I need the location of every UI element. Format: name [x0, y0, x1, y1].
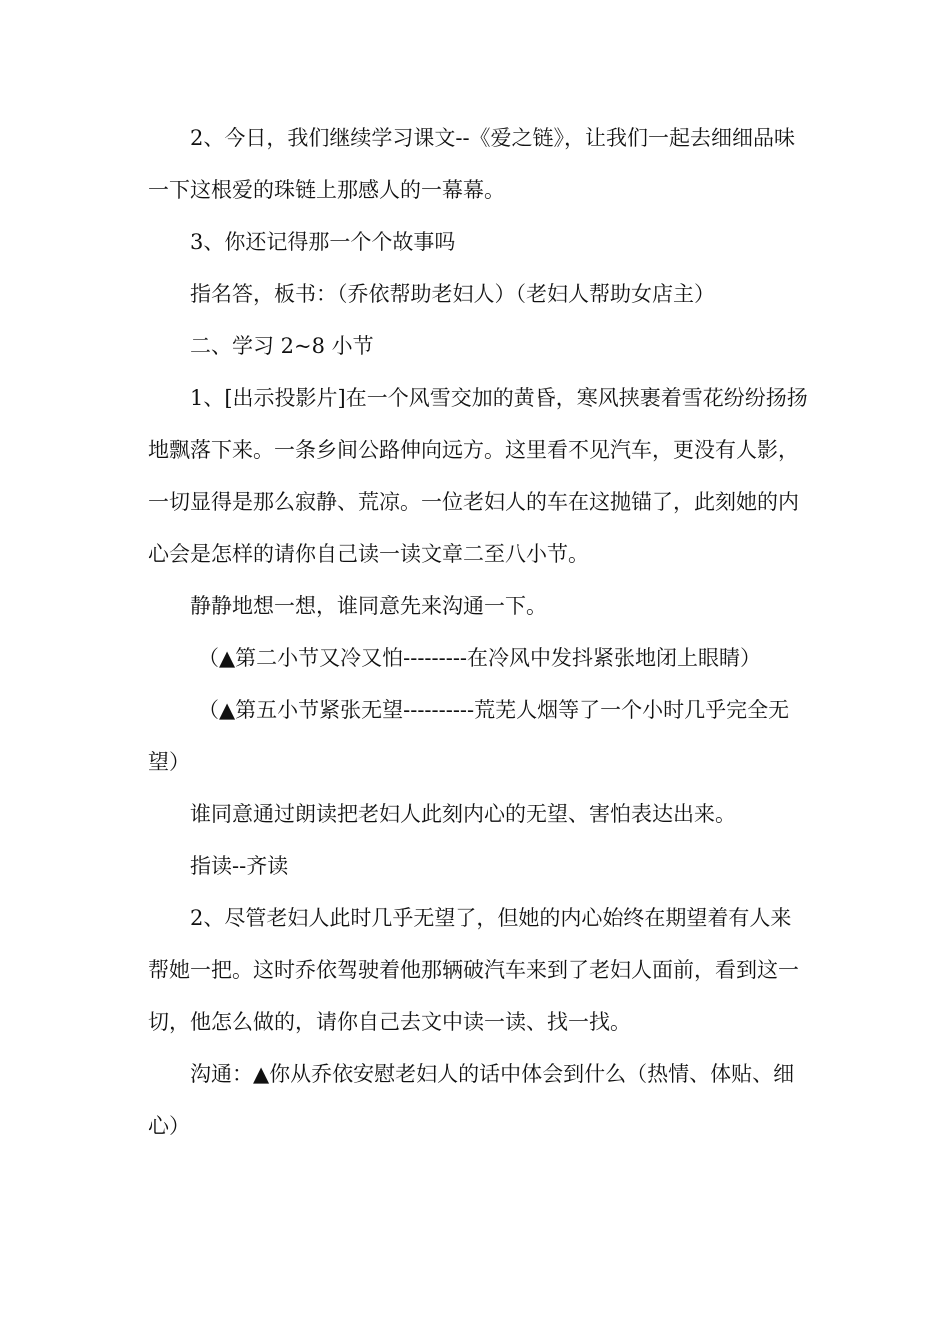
- document-body: [148, 112, 808, 1152]
- paragraph-blackboard: 指名答，板书：（乔依帮助老妇人）（老妇人帮助女店主）: [190, 282, 715, 306]
- paragraph-projection: 1、[出示投影片]在一个风雪交加的黄昏，寒风挟裹着雪花纷纷扬扬地飘落下来。一条乡间公路伸向远方。这里看不见汽车，更没有人影，一切显得是那么寂静、荒凉。一位老妇人的车在这抛锚了，此刻她的内心会是怎样的请你自己读一读文章二至八小节。: [148, 386, 808, 566]
- paragraph-joe-arrives: 2、尽管老妇人此时几乎无望了，但她的内心始终在期望着有人来帮她一把。这时乔依驾驶着他那辆破汽车来到了老妇人面前，看到这一切，他怎么做的，请你自己去文中读一读、找一找。: [148, 906, 799, 1034]
- section-heading: 二、学习 2~8 小节: [190, 334, 374, 358]
- paragraph-read-aloud: 谁同意通过朗读把老妇人此刻内心的无望、害怕表达出来。: [190, 802, 736, 826]
- paragraph-reading-mode: 指读--齐读: [190, 854, 289, 878]
- paragraph-communication: 沟通：▲你从乔依安慰老妇人的话中体会到什么（热情、体贴、细心）: [148, 1062, 795, 1138]
- paragraph-note-section-two: （▲第二小节又冷又怕---------在冷风中发抖紧张地闭上眼睛）: [198, 646, 762, 670]
- paragraph-story-question: 3、你还记得那一个个故事吗: [190, 230, 456, 254]
- paragraph-lesson-intro: 2、今日，我们继续学习课文--《爱之链》，让我们一起去细细品味一下这根爱的珠链上那感人的一幕幕。: [148, 126, 796, 202]
- paragraph-note-section-five: （▲第五小节紧张无望----------荒芜人烟等了一个小时几乎完全无望）: [148, 698, 790, 774]
- paragraph-think: 静静地想一想，谁同意先来沟通一下。: [190, 594, 547, 618]
